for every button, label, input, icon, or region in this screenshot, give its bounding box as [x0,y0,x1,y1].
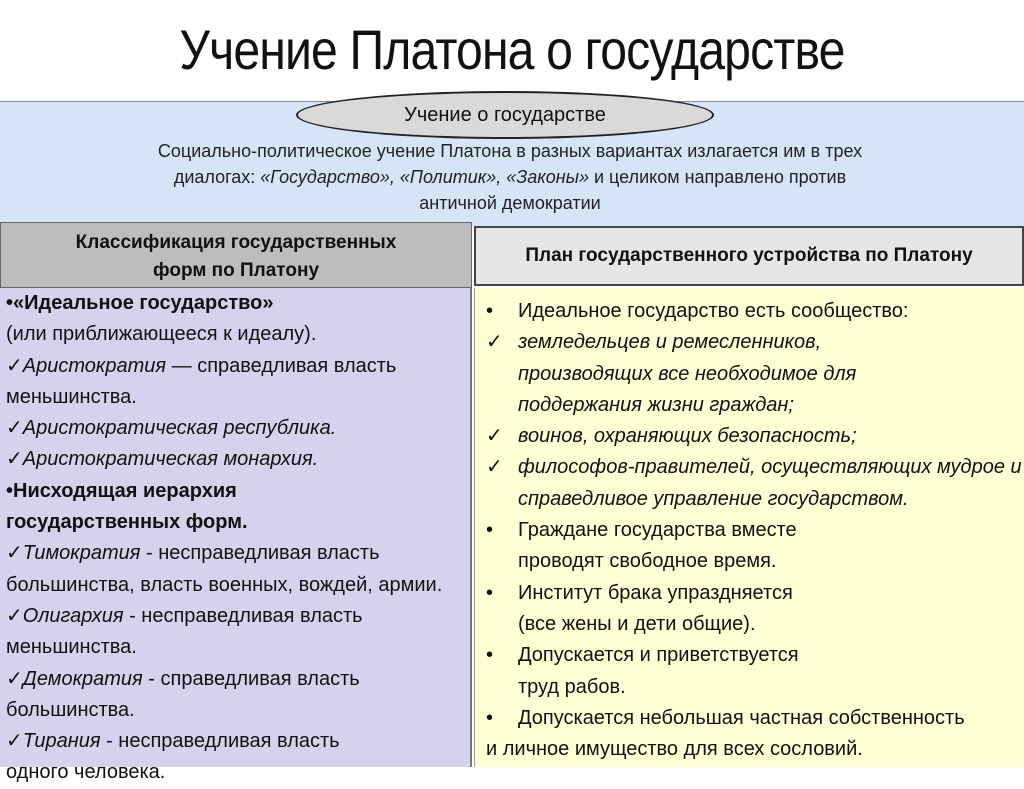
list-item: большинства. [6,698,135,721]
bullet-icon: • [486,581,494,604]
form-desc: - справедливая власть [142,667,360,690]
list-item: меньшинства. [6,385,137,408]
plan-item-text: воинов, охраняющих безопасность; [518,425,857,448]
plan-item [474,421,1024,452]
plan-item [474,703,1024,734]
plan-header: План государственного устройства по Платону [474,226,1024,286]
form-name: Олигархия [22,604,124,627]
section-oval-label: Учение о государстве [296,91,714,139]
plan-item-text: Допускается небольшая частная собственность [518,706,965,729]
plan-item [474,359,1024,390]
list-item [6,664,472,695]
classification-list [6,288,472,789]
list-item: (или приближающееся к идеалу). [6,323,317,346]
list-item: •«Идеальное государство» [6,292,274,314]
form-desc: - несправедливая власть [140,542,380,565]
header-line: форм по Платону [152,260,320,281]
bullet-icon: • [486,644,494,667]
plan-item [474,672,1024,703]
intro-fragment: диалогах: [173,167,261,187]
form-name: Тирания [22,730,101,753]
plan-item-text: справедливое управление государством. [518,487,909,510]
plan-item [474,390,1024,421]
list-item [6,413,472,444]
list-item: •Нисходящая иерархия [6,479,237,502]
list-item [6,351,472,382]
list-item: одного человека. [6,761,166,784]
check-icon: ✓ [6,417,23,440]
plan-item-text: Идеальное государство есть сообщество: [518,300,909,322]
bullet-icon: • [486,706,494,729]
plan-item [474,484,1024,515]
intro-line: античной демократии [419,193,601,213]
plan-item-text: Допускается и приветствуется [518,644,799,667]
check-icon: ✓ [6,354,23,377]
check-icon: ✓ [486,331,503,354]
form-name: Аристократическая республика. [22,417,337,440]
plan-item-text: Граждане государства вместе [518,519,797,542]
header-line: Классификация государственных [75,232,397,253]
dialogues-titles: «Государство», «Политик», «Законы» [260,167,589,187]
plan-item [474,578,1024,609]
form-name: Аристократическая монархия. [22,448,319,471]
plan-item-text: проводят свободное время. [518,550,777,573]
bullet-icon: • [486,300,494,322]
plan-item [474,734,1024,765]
list-item [6,601,472,632]
plan-item [474,452,1024,483]
plan-item [474,515,1024,546]
form-name: Тимократия [22,542,141,565]
intro-text [120,138,900,216]
classification-header [0,222,472,288]
check-icon: ✓ [6,667,23,690]
list-item: большинства, власть военных, вождей, армии. [6,573,443,596]
plan-item-text: труд рабов. [518,675,626,698]
form-desc: - несправедливая власть [100,730,340,753]
plan-item [474,327,1024,358]
check-icon: ✓ [6,730,23,753]
list-item [6,444,472,475]
list-item [6,726,472,757]
plan-list [474,296,1024,765]
check-icon: ✓ [486,456,503,479]
plan-item-text: земледельцев и ремесленников, [518,331,822,354]
plan-item [474,546,1024,577]
intro-line [120,164,900,190]
form-name: Демократия [22,667,143,690]
plan-item-text: Институт брака упраздняется [518,581,793,604]
check-icon: ✓ [6,448,23,471]
plan-item [474,296,1024,327]
plan-item-text: производящих все необходимое для [518,362,857,385]
intro-line: Социально-политическое учение Платона в разных вариантах излагается им в трех [157,141,863,161]
check-icon: ✓ [6,542,23,565]
bullet-icon: • [486,519,494,542]
form-name: Аристократия [22,354,167,377]
plan-item [474,609,1024,640]
plan-item-text: философов-правителей, осуществляющих мудрое и [518,456,1022,479]
plan-item-text: (все жены и дети общие). [518,612,756,635]
check-icon: ✓ [6,604,23,627]
list-item: государственных форм. [6,511,248,534]
check-icon: ✓ [486,425,503,448]
form-desc: — справедливая власть [166,354,397,377]
list-item: меньшинства. [6,636,137,659]
form-desc: - несправедливая власть [123,604,363,627]
page-title: Учение Платона о государстве [179,18,845,81]
plan-item-text: поддержания жизни граждан; [518,393,794,416]
plan-item-text: и личное имущество для всех сословий. [486,738,863,761]
plan-item [474,640,1024,671]
list-item [6,538,472,569]
intro-fragment: и целиком направлено против [588,167,847,187]
